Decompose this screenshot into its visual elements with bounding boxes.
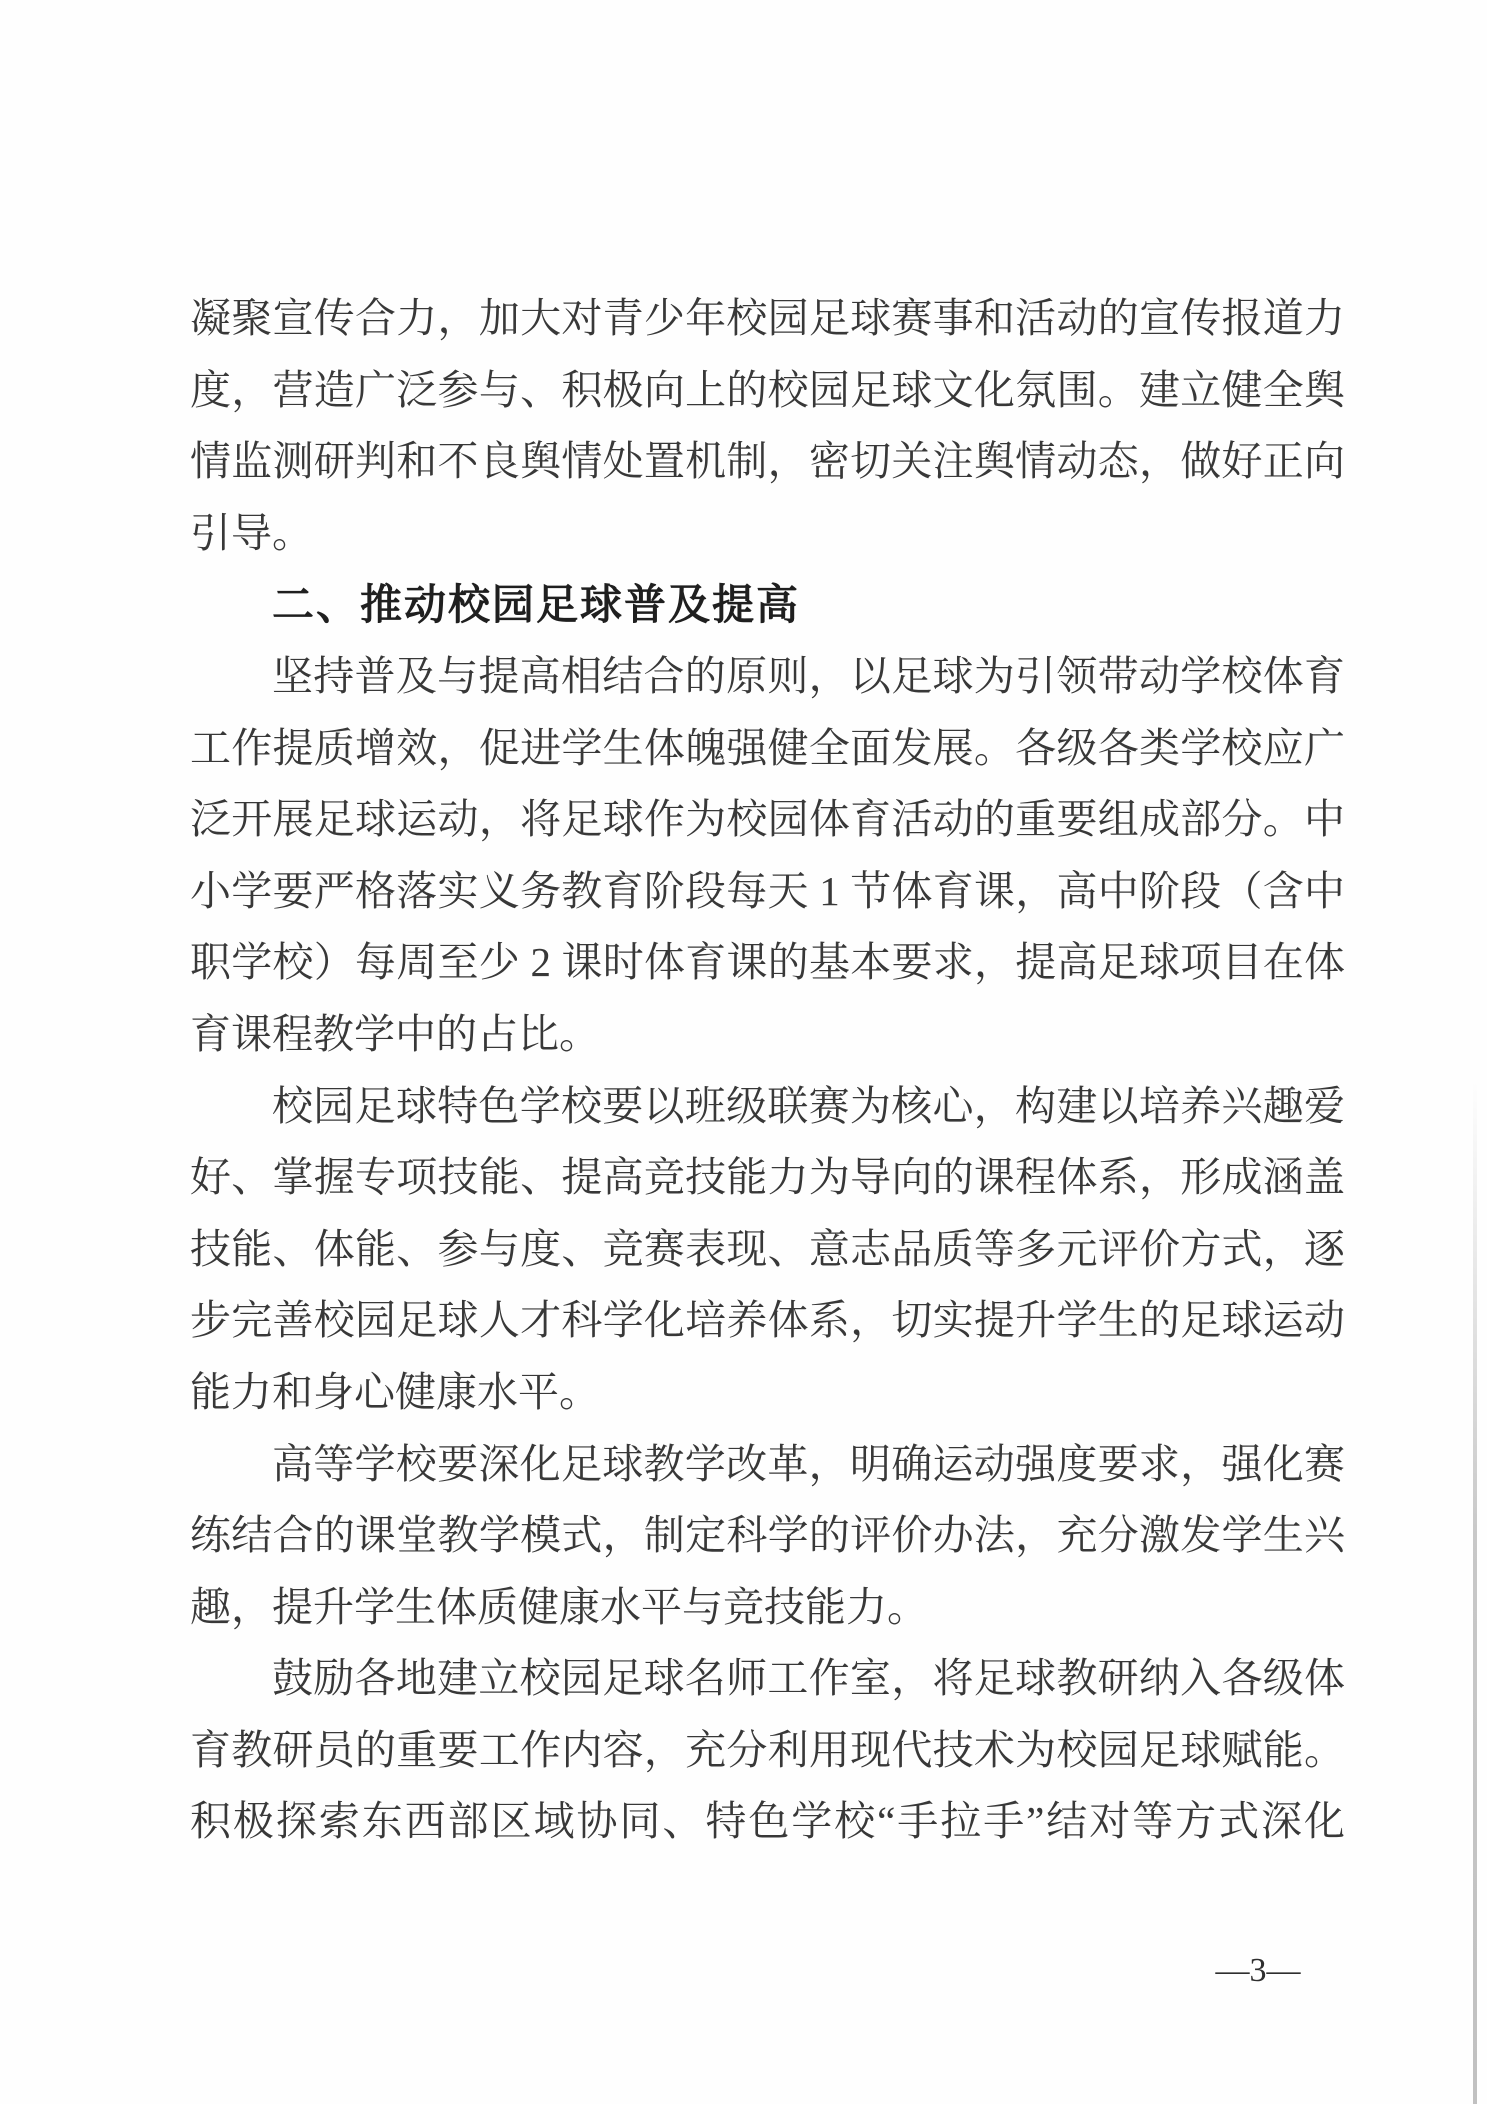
scan-edge-artifact-line bbox=[1473, 1080, 1477, 2104]
text-line: 鼓励各地建立校园足球名师工作室，将足球教研纳入各级体 bbox=[272, 1655, 1345, 1702]
text-line: 校园足球特色学校要以班级联赛为核心，构建以培养兴趣爱 bbox=[272, 1082, 1345, 1129]
text-line: 步完善校园足球人才科学化培养体系，切实提升学生的足球运动 bbox=[190, 1297, 1345, 1344]
section-heading: 二、推动校园足球普及提高 bbox=[272, 581, 801, 629]
text-line: 工作提质增效，促进学生体魄强健全面发展。各级各类学校应广 bbox=[190, 724, 1345, 771]
text-line: 凝聚宣传合力，加大对青少年校园足球赛事和活动的宣传报道力 bbox=[190, 295, 1345, 341]
page-number: —3— bbox=[1215, 1952, 1301, 1989]
text-line: 好、掌握专项技能、提高竞技能力为导向的课程体系，形成涵盖 bbox=[190, 1154, 1345, 1201]
text-line: 练结合的课堂教学模式，制定科学的评价办法，充分激发学生兴 bbox=[190, 1512, 1345, 1559]
text-line: 坚持普及与提高相结合的原则，以足球为引领带动学校体育 bbox=[272, 652, 1345, 699]
text-line: 职学校）每周至少 2 课时体育课的基本要求，提高足球项目在体 bbox=[190, 939, 1345, 986]
text-line: 育教研员的重要工作内容，充分利用现代技术为校园足球赋能。 bbox=[190, 1726, 1345, 1773]
text-line: 能力和身心健康水平。 bbox=[190, 1368, 600, 1415]
text-line: 情监测研判和不良舆情处置机制，密切关注舆情动态，做好正向 bbox=[190, 438, 1345, 485]
text-line: 技能、体能、参与度、竞赛表现、意志品质等多元评价方式，逐 bbox=[190, 1225, 1345, 1272]
text-line: 小学要严格落实义务教育阶段每天 1 节体育课，高中阶段（含中 bbox=[190, 867, 1345, 914]
text-line: 育课程教学中的占比。 bbox=[190, 1010, 600, 1057]
text-line: 趣，提升学生体质健康水平与竞技能力。 bbox=[190, 1583, 928, 1630]
text-line: 积极探索东西部区域协同、特色学校“手拉手”结对等方式深化 bbox=[190, 1798, 1345, 1845]
text-line: 泛开展足球运动，将足球作为校园体育活动的重要组成部分。中 bbox=[190, 796, 1345, 843]
document-body bbox=[190, 283, 1345, 1858]
text-line: 度，营造广泛参与、积极向上的校园足球文化氛围。建立健全舆 bbox=[190, 366, 1345, 413]
text-line: 引导。 bbox=[190, 509, 313, 556]
text-line: 高等学校要深化足球教学改革，明确运动强度要求，强化赛 bbox=[272, 1440, 1345, 1487]
